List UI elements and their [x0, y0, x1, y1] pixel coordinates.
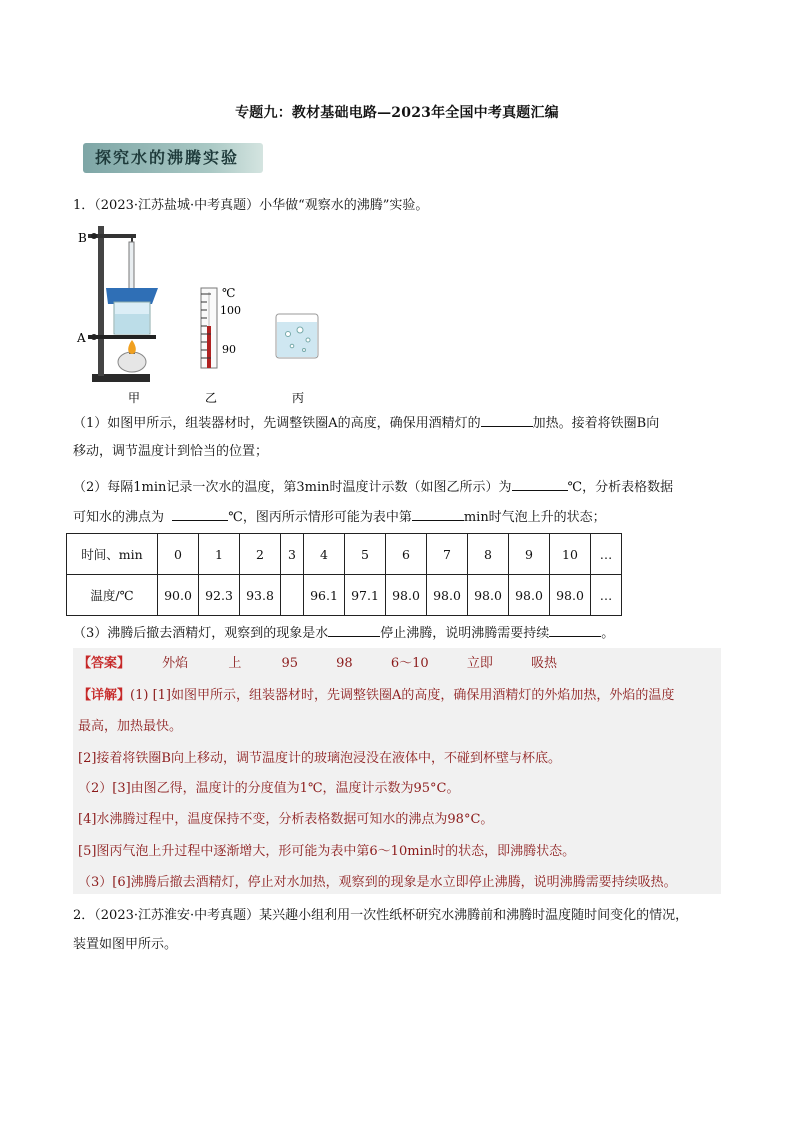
- table-cell: 90.0: [158, 575, 199, 616]
- answer-item: 98: [336, 656, 353, 671]
- table-cell: 8: [468, 534, 509, 575]
- caption-yi: 乙: [205, 391, 218, 405]
- table-cell: 98.0: [386, 575, 427, 616]
- q1-part3: [73, 623, 723, 644]
- caption-jia: 甲: [128, 391, 141, 405]
- table-cell: 92.3: [199, 575, 240, 616]
- tick-100: 100: [220, 304, 241, 317]
- table-cell: 98.0: [550, 575, 591, 616]
- detail-line-3: （2）[3]由图乙得，温度计的分度值为1℃，温度计示数为95°C。: [78, 781, 460, 796]
- answer-item: 95: [281, 656, 299, 671]
- answer-item: 立即: [466, 656, 493, 671]
- answer-item: 吸热: [530, 656, 557, 671]
- answer-blank-6[interactable]: [328, 623, 380, 637]
- table-cell: 1: [199, 534, 240, 575]
- detail-label: 【详解】: [78, 688, 131, 703]
- section-banner: 探究水的沸腾实验: [83, 143, 263, 173]
- detail-line-1b: 最高，加热最快。: [78, 719, 183, 734]
- table-cell: 93.8: [240, 575, 281, 616]
- answer-item: 外焰: [162, 656, 189, 671]
- answer-row: [78, 653, 723, 675]
- q1-p1-text-a: （1）如图甲所示，组装器材时，先调整铁圈A的高度，确保用酒精灯的: [73, 416, 481, 431]
- answer-item: 上: [228, 656, 242, 671]
- q1-p1-text-b: 加热。接着将铁圈B向: [532, 416, 660, 431]
- table-header-temp: 温度/℃: [67, 575, 158, 616]
- temperature-table: [66, 533, 622, 616]
- answer-item: 6～10: [390, 656, 429, 671]
- q2-stem-line1: 2．（2023·江苏淮安·中考真题）某兴趣小组利用一次性纸杯研究水沸腾前和沸腾时温度随时间变化的情况，: [73, 908, 689, 923]
- iron-stand-diagram: [88, 226, 158, 382]
- q1-figure: [70, 222, 360, 408]
- q1-p2-text-d: ℃，图丙所示情形可能为表中第: [228, 510, 412, 525]
- table-row-time: [67, 534, 622, 575]
- table-header-time: 时间、min: [67, 534, 158, 575]
- boiling-beaker: [276, 314, 318, 358]
- q1-part1-line1: [73, 413, 723, 434]
- detail-line-2: [2]接着将铁圈B向上移动，调节温度计的玻璃泡浸没在液体中，不碰到杯壁与杯底。: [78, 751, 561, 766]
- table-row-temp: [67, 575, 622, 616]
- label-A: A: [77, 331, 86, 345]
- table-cell: 98.0: [468, 575, 509, 616]
- detail-line-5: [5]图丙气泡上升过程中逐渐增大，形可能为表中第6～10min时的状态，即沸腾状态。: [78, 844, 576, 859]
- answer-label: 【答案】: [78, 656, 131, 671]
- answer-blank-5[interactable]: [412, 507, 464, 521]
- label-B: B: [78, 231, 87, 245]
- q1-part2-line2: [73, 507, 723, 528]
- q2-stem-line2: 装置如图甲所示。: [73, 937, 178, 952]
- detail-text-1: (1) [1]如图甲所示，组装器材时，先调整铁圈A的高度，确保用酒精灯的外焰加热，外焰的温度: [130, 688, 675, 703]
- table-cell: 9: [509, 534, 550, 575]
- q1-p2-text-e: min时气泡上升的状态；: [463, 510, 606, 525]
- table-cell: 96.1: [304, 575, 345, 616]
- q1-p2-text-c: 可知水的沸点为: [73, 510, 165, 525]
- table-cell: …: [591, 534, 622, 575]
- detail-line-6: （3）[6]沸腾后撤去酒精灯，停止对水加热，观察到的现象是水立即停止沸腾，说明沸腾需要持续吸热。: [78, 875, 677, 890]
- table-cell: 97.1: [345, 575, 386, 616]
- q1-p3-text-a: （3）沸腾后撤去酒精灯，观察到的现象是水: [73, 626, 329, 641]
- table-cell: 98.0: [509, 575, 550, 616]
- table-cell: 2: [240, 534, 281, 575]
- table-cell: 3: [281, 534, 304, 575]
- q1-p2-text-a: （2）每隔1min记录一次水的温度，第3min时温度计示数（如图乙所示）为: [73, 480, 512, 495]
- q1-p3-text-c: 。: [601, 626, 615, 641]
- table-cell: 4: [304, 534, 345, 575]
- table-cell: 0: [158, 534, 199, 575]
- table-cell: 7: [427, 534, 468, 575]
- table-cell: 10: [550, 534, 591, 575]
- answer-blank-4[interactable]: [172, 507, 228, 521]
- q1-p2-text-b: ℃，分析表格数据: [567, 480, 674, 495]
- table-cell: 98.0: [427, 575, 468, 616]
- answer-blank-1[interactable]: [481, 413, 533, 427]
- unit-celsius: ℃: [222, 286, 236, 300]
- table-cell: …: [591, 575, 622, 616]
- detail-line-1: [78, 685, 723, 707]
- tick-90: 90: [222, 343, 236, 356]
- table-cell: [281, 575, 304, 616]
- q1-part1-line2: 移动，调节温度计到恰当的位置；: [73, 444, 269, 459]
- page-title: 专题九：教材基础电路—2023年全国中考真题汇编: [235, 105, 559, 121]
- table-cell: 5: [345, 534, 386, 575]
- detail-line-4: [4]水沸腾过程中，温度保持不变，分析表格数据可知水的沸点为98°C。: [78, 812, 494, 827]
- table-cell: 6: [386, 534, 427, 575]
- thermometer-scale: [201, 288, 217, 368]
- answer-blank-3[interactable]: [512, 477, 568, 491]
- answer-blank-7[interactable]: [549, 623, 601, 637]
- q1-stem: 1．（2023·江苏盐城·中考真题）小华做“观察水的沸腾”实验。: [73, 198, 429, 213]
- q1-p3-text-b: 停止沸腾，说明沸腾需要持续: [380, 626, 550, 641]
- q1-part2-line1: [73, 477, 723, 498]
- caption-bing: 丙: [292, 391, 305, 405]
